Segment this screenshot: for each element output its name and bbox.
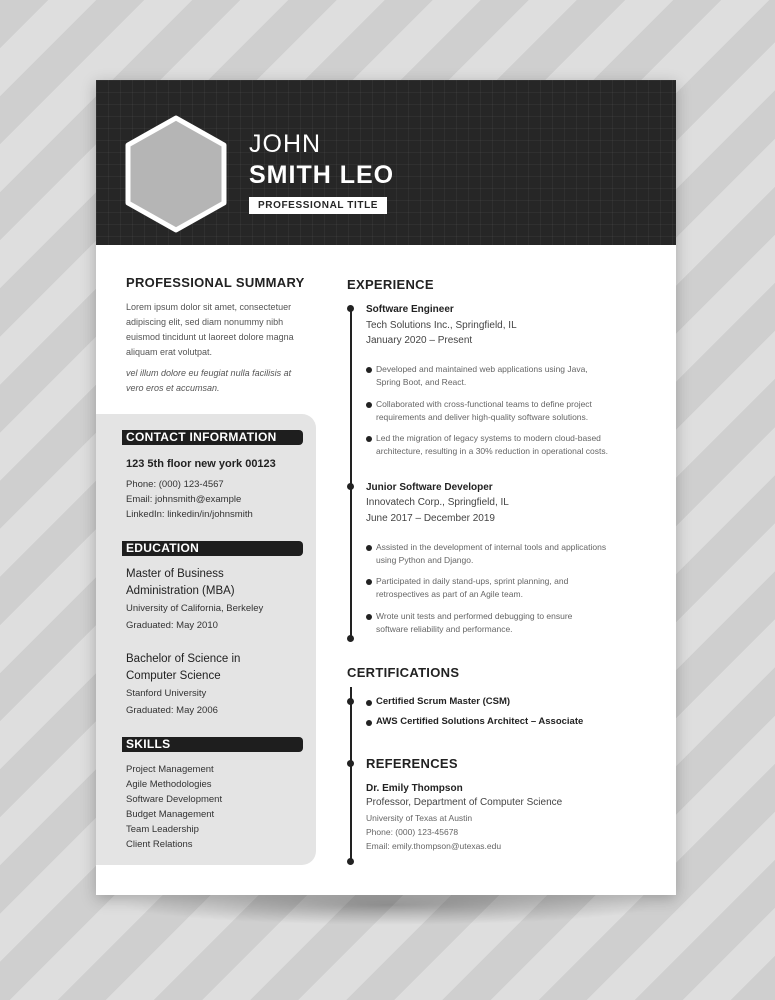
job-dates: June 2017 – December 2019 xyxy=(366,513,495,524)
contact-phone: Phone: (000) 123-4567 xyxy=(126,479,224,490)
skill-item: Project Management xyxy=(126,764,214,775)
experience-timeline xyxy=(350,306,352,638)
bullet-line: using Python and Django. xyxy=(376,555,474,565)
job-bullet xyxy=(376,398,656,424)
skills-heading: SKILLS xyxy=(122,737,303,752)
professional-title: PROFESSIONAL TITLE xyxy=(249,197,387,214)
certification-item: AWS Certified Solutions Architect – Associate xyxy=(376,716,584,727)
job-bullet xyxy=(376,363,656,389)
degree-line: Administration (MBA) xyxy=(126,585,235,597)
summary-line: vero eros et accumsan. xyxy=(126,383,220,393)
job-bullet xyxy=(376,432,656,458)
reference-name: Dr. Emily Thompson xyxy=(366,783,463,794)
skill-item: Team Leadership xyxy=(126,824,199,835)
profile-photo-placeholder xyxy=(122,114,230,234)
education-degree xyxy=(126,651,306,685)
education-degree xyxy=(126,566,306,600)
certification-item: Certified Scrum Master (CSM) xyxy=(376,696,511,707)
bullet-line: Collaborated with cross-functional teams to define project xyxy=(376,399,592,409)
bullet-line: Led the migration of legacy systems to modern cloud-based xyxy=(376,433,601,443)
last-name: SMITH LEO xyxy=(249,161,395,189)
certifications-heading: CERTIFICATIONS xyxy=(347,665,460,680)
education-graduated: Graduated: May 2010 xyxy=(126,620,218,631)
degree-line: Master of Business xyxy=(126,568,224,580)
summary-line: adipiscing elit, sed diam nonummy nibh xyxy=(126,317,284,327)
degree-line: Computer Science xyxy=(126,670,221,682)
education-graduated: Graduated: May 2006 xyxy=(126,705,218,716)
job-company: Tech Solutions Inc., Springfield, IL xyxy=(366,320,517,331)
summary-line: vel illum dolore eu feugiat nulla facilisis at xyxy=(126,368,292,378)
bullet-line: retrospectives as part of an Agile team. xyxy=(376,589,523,599)
timeline-dot xyxy=(347,635,354,642)
degree-line: Bachelor of Science in xyxy=(126,653,241,665)
summary-heading: PROFESSIONAL SUMMARY xyxy=(126,275,305,290)
bullet-icon xyxy=(366,402,372,408)
contact-email: Email: johnsmith@example xyxy=(126,494,242,505)
summary-line: aliquam erat volutpat. xyxy=(126,347,213,357)
contact-address: 123 5th floor new york 00123 xyxy=(126,458,276,470)
bullet-icon xyxy=(366,579,372,585)
bullet-icon xyxy=(366,545,372,551)
bullet-icon xyxy=(366,720,372,726)
skill-item: Agile Methodologies xyxy=(126,779,212,790)
timeline-dot xyxy=(347,698,354,705)
education-school: Stanford University xyxy=(126,688,207,699)
bullet-line: Assisted in the development of internal tools and applications xyxy=(376,542,607,552)
bullet-icon xyxy=(366,700,372,706)
education-heading: EDUCATION xyxy=(122,541,303,556)
job-company: Innovatech Corp., Springfield, IL xyxy=(366,497,509,508)
job-title: Software Engineer xyxy=(366,304,454,315)
summary-line: euismod tincidunt ut laoreet dolore magna xyxy=(126,332,294,342)
bullet-line: requirements and deliver high-quality software solutions. xyxy=(376,412,589,422)
experience-heading: EXPERIENCE xyxy=(347,277,434,292)
reference-position: Professor, Department of Computer Science xyxy=(366,797,563,808)
bullet-line: software reliability and performance. xyxy=(376,624,513,634)
reference-email: Email: emily.thompson@utexas.edu xyxy=(366,841,502,851)
timeline-dot xyxy=(347,760,354,767)
job-bullet xyxy=(376,575,656,601)
summary-paragraph xyxy=(126,300,321,360)
timeline-dot xyxy=(347,305,354,312)
reference-phone: Phone: (000) 123-45678 xyxy=(366,827,459,837)
summary-italic-paragraph xyxy=(126,366,321,396)
reference-institution: University of Texas at Austin xyxy=(366,813,473,823)
references-heading: REFERENCES xyxy=(366,756,458,771)
education-school: University of California, Berkeley xyxy=(126,603,264,614)
summary-line: Lorem ipsum dolor sit amet, consectetuer xyxy=(126,302,292,312)
bullet-line: Participated in daily stand-ups, sprint planning, and xyxy=(376,576,569,586)
job-dates: January 2020 – Present xyxy=(366,335,473,346)
resume-page xyxy=(96,80,676,895)
bullet-icon xyxy=(366,367,372,373)
timeline-dot xyxy=(347,483,354,490)
skill-item: Budget Management xyxy=(126,809,215,820)
resume-header xyxy=(96,80,676,245)
job-title: Junior Software Developer xyxy=(366,482,493,493)
bullet-icon xyxy=(366,614,372,620)
certifications-timeline xyxy=(350,687,352,862)
contact-linkedin: LinkedIn: linkedin/in/johnsmith xyxy=(126,509,253,520)
contact-heading: CONTACT INFORMATION xyxy=(122,430,303,445)
bullet-icon xyxy=(366,436,372,442)
skill-item: Client Relations xyxy=(126,839,193,850)
timeline-dot xyxy=(347,858,354,865)
bullet-line: Developed and maintained web applications using Java, xyxy=(376,364,588,374)
bullet-line: Spring Boot, and React. xyxy=(376,377,467,387)
bullet-line: Wrote unit tests and performed debugging to ensure xyxy=(376,611,573,621)
bullet-line: architecture, resulting in a 30% reduction in operational costs. xyxy=(376,446,608,456)
job-bullet xyxy=(376,541,656,567)
job-bullet xyxy=(376,610,656,636)
first-name: JOHN xyxy=(249,130,322,158)
skill-item: Software Development xyxy=(126,794,223,805)
